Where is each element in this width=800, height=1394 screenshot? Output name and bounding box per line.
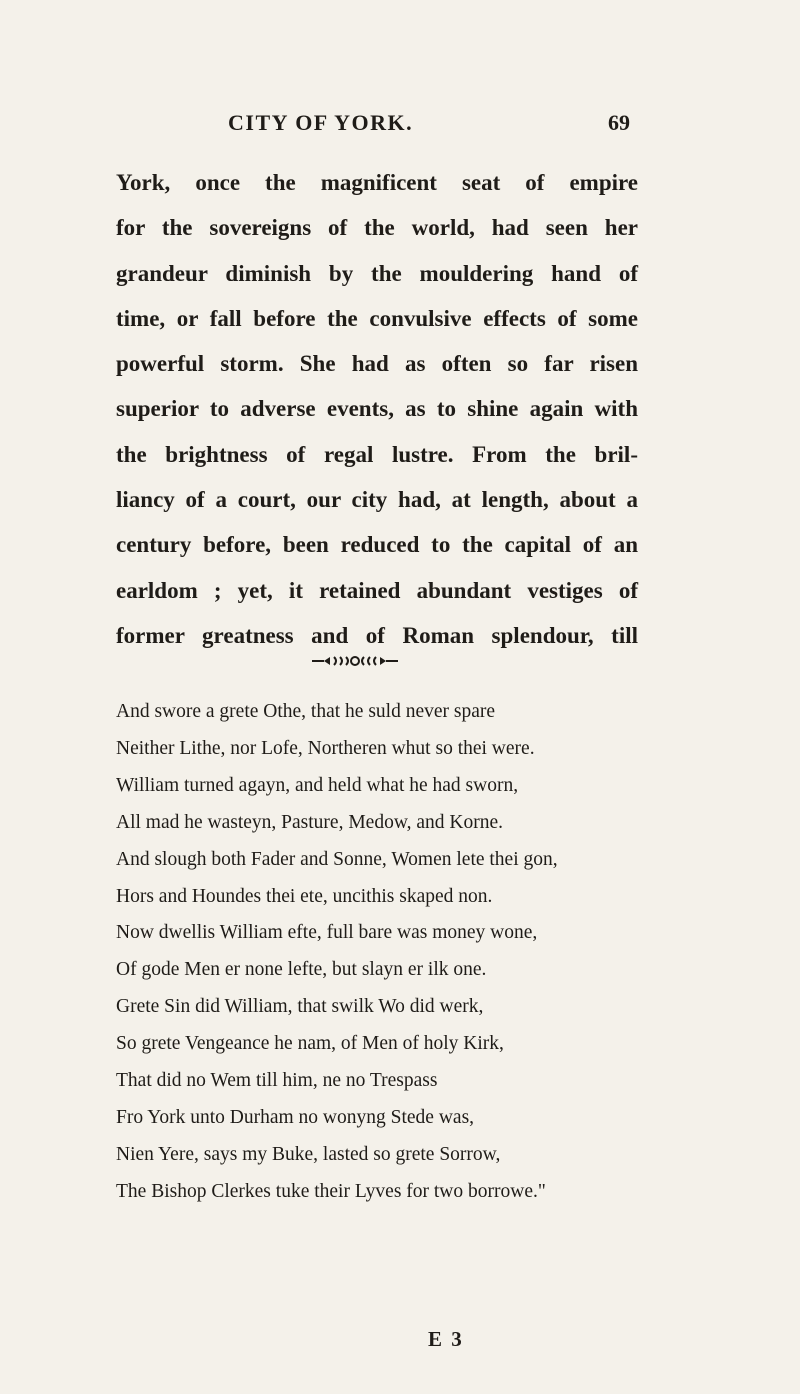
running-head [100, 110, 630, 140]
verse-line: Hors and Houndes thei ete, uncithis skaped non. [116, 885, 493, 907]
verse-line: All mad he wasteyn, Pasture, Medow, and Korne. [116, 811, 504, 833]
prose-line: powerful storm. She had as often so far risen [116, 351, 638, 377]
prose-line: for the sovereigns of the world, had seen her [116, 215, 638, 241]
prose-line: century before, been reduced to the capital of an [116, 532, 638, 558]
page-number: 69 [608, 110, 630, 135]
verse-quotation [116, 694, 676, 1211]
signature-mark: E 3 [428, 1327, 464, 1351]
prose-line: grandeur diminish by the mouldering hand of [116, 260, 638, 286]
prose-line: the brightness of regal lustre. From the bril- [116, 441, 638, 467]
prose-line: liancy of a court, our city had, at length, about a [116, 487, 638, 513]
verse-line: Neither Lithe, nor Lofe, Northeren whut so thei were. [116, 737, 535, 759]
verse-line: Grete Sin did William, that swilk Wo did werk, [116, 996, 484, 1018]
verse-line: And swore a grete Othe, that he suld never spare [116, 701, 496, 722]
prose-line: earldom ; yet, it retained abundant vestiges of [116, 577, 638, 603]
verse-line: Fro York unto Durham no wonyng Stede was, [116, 1106, 475, 1128]
prose-line: superior to adverse events, as to shine again with [116, 396, 638, 422]
prose-paragraph [116, 160, 638, 658]
prose-line: York, once the magnificent seat of empire [116, 170, 638, 195]
printer-ornament-icon [310, 654, 400, 668]
prose-line: time, or fall before the convulsive effects of some [116, 305, 638, 331]
running-title: CITY OF YORK. [228, 110, 414, 135]
verse-line: Of gode Men er none lefte, but slayn er ilk one. [116, 959, 487, 981]
verse-line: The Bishop Clerkes tuke their Lyves for two borrowe." [116, 1180, 546, 1202]
verse-line: Nien Yere, says my Buke, lasted so grete Sorrow, [116, 1143, 501, 1165]
verse-line: That did no Wem till him, ne no Trespass [116, 1070, 438, 1092]
verse-line: Now dwellis William efte, full bare was money wone, [116, 922, 538, 944]
verse-line: William turned agayn, and held what he had sworn, [116, 774, 519, 796]
prose-line: former greatness and of Roman splendour, till [116, 622, 638, 648]
verse-line: So grete Vengeance he nam, of Men of holy Kirk, [116, 1033, 504, 1055]
verse-line: And slough both Fader and Sonne, Women lete thei gon, [116, 848, 558, 870]
